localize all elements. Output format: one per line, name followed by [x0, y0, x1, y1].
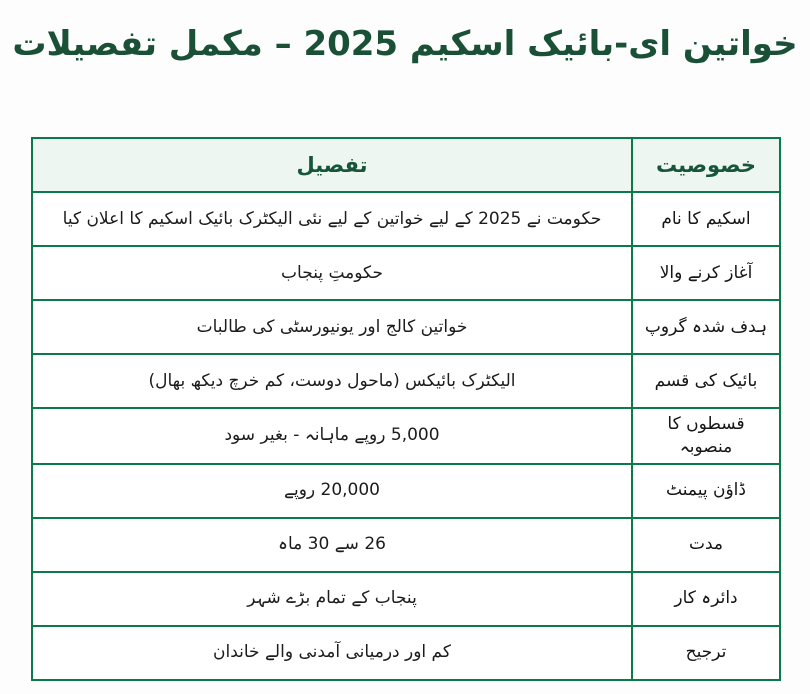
detail-cell: حکومتِ پنجاب [32, 246, 632, 300]
table-row [32, 246, 780, 300]
table-row [32, 354, 780, 408]
feature-cell: دائرہ کار [632, 572, 780, 626]
feature-cell: ترجیح [632, 626, 780, 680]
detail-cell: خواتین کالج اور یونیورسٹی کی طالبات [32, 300, 632, 354]
table-row [32, 408, 780, 464]
detail-column-header: تفصیل [32, 138, 632, 192]
detail-cell: 5,000 روپے ماہانہ - بغیر سود [32, 408, 632, 464]
feature-cell: قسطوں کا منصوبہ [632, 408, 780, 464]
table-row [32, 626, 780, 680]
feature-cell: ہدف شدہ گروپ [632, 300, 780, 354]
feature-cell: ڈاؤن پیمنٹ [632, 464, 780, 518]
detail-cell: 26 سے 30 ماہ [32, 518, 632, 572]
table-row [32, 300, 780, 354]
detail-cell: حکومت نے 2025 کے لیے خواتین کے لیے نئی الیکٹرک بائیک اسکیم کا اعلان کیا [32, 192, 632, 246]
table-row [32, 192, 780, 246]
detail-cell: پنجاب کے تمام بڑے شہر [32, 572, 632, 626]
table-header-row [32, 138, 780, 192]
detail-cell: 20,000 روپے [32, 464, 632, 518]
scheme-details-table [31, 137, 781, 681]
table-row [32, 518, 780, 572]
feature-cell: بائیک کی قسم [632, 354, 780, 408]
feature-cell: مدت [632, 518, 780, 572]
table-row [32, 572, 780, 626]
page-title: خواتین ای-بائیک اسکیم 2025 – مکمل تفصیلات [12, 24, 798, 64]
detail-cell: الیکٹرک بائیکس (ماحول دوست، کم خرچ دیکھ بھال) [32, 354, 632, 408]
feature-cell: آغاز کرنے والا [632, 246, 780, 300]
detail-cell: کم اور درمیانی آمدنی والے خاندان [32, 626, 632, 680]
feature-cell: اسکیم کا نام [632, 192, 780, 246]
table-row [32, 464, 780, 518]
feature-column-header: خصوصیت [632, 138, 780, 192]
